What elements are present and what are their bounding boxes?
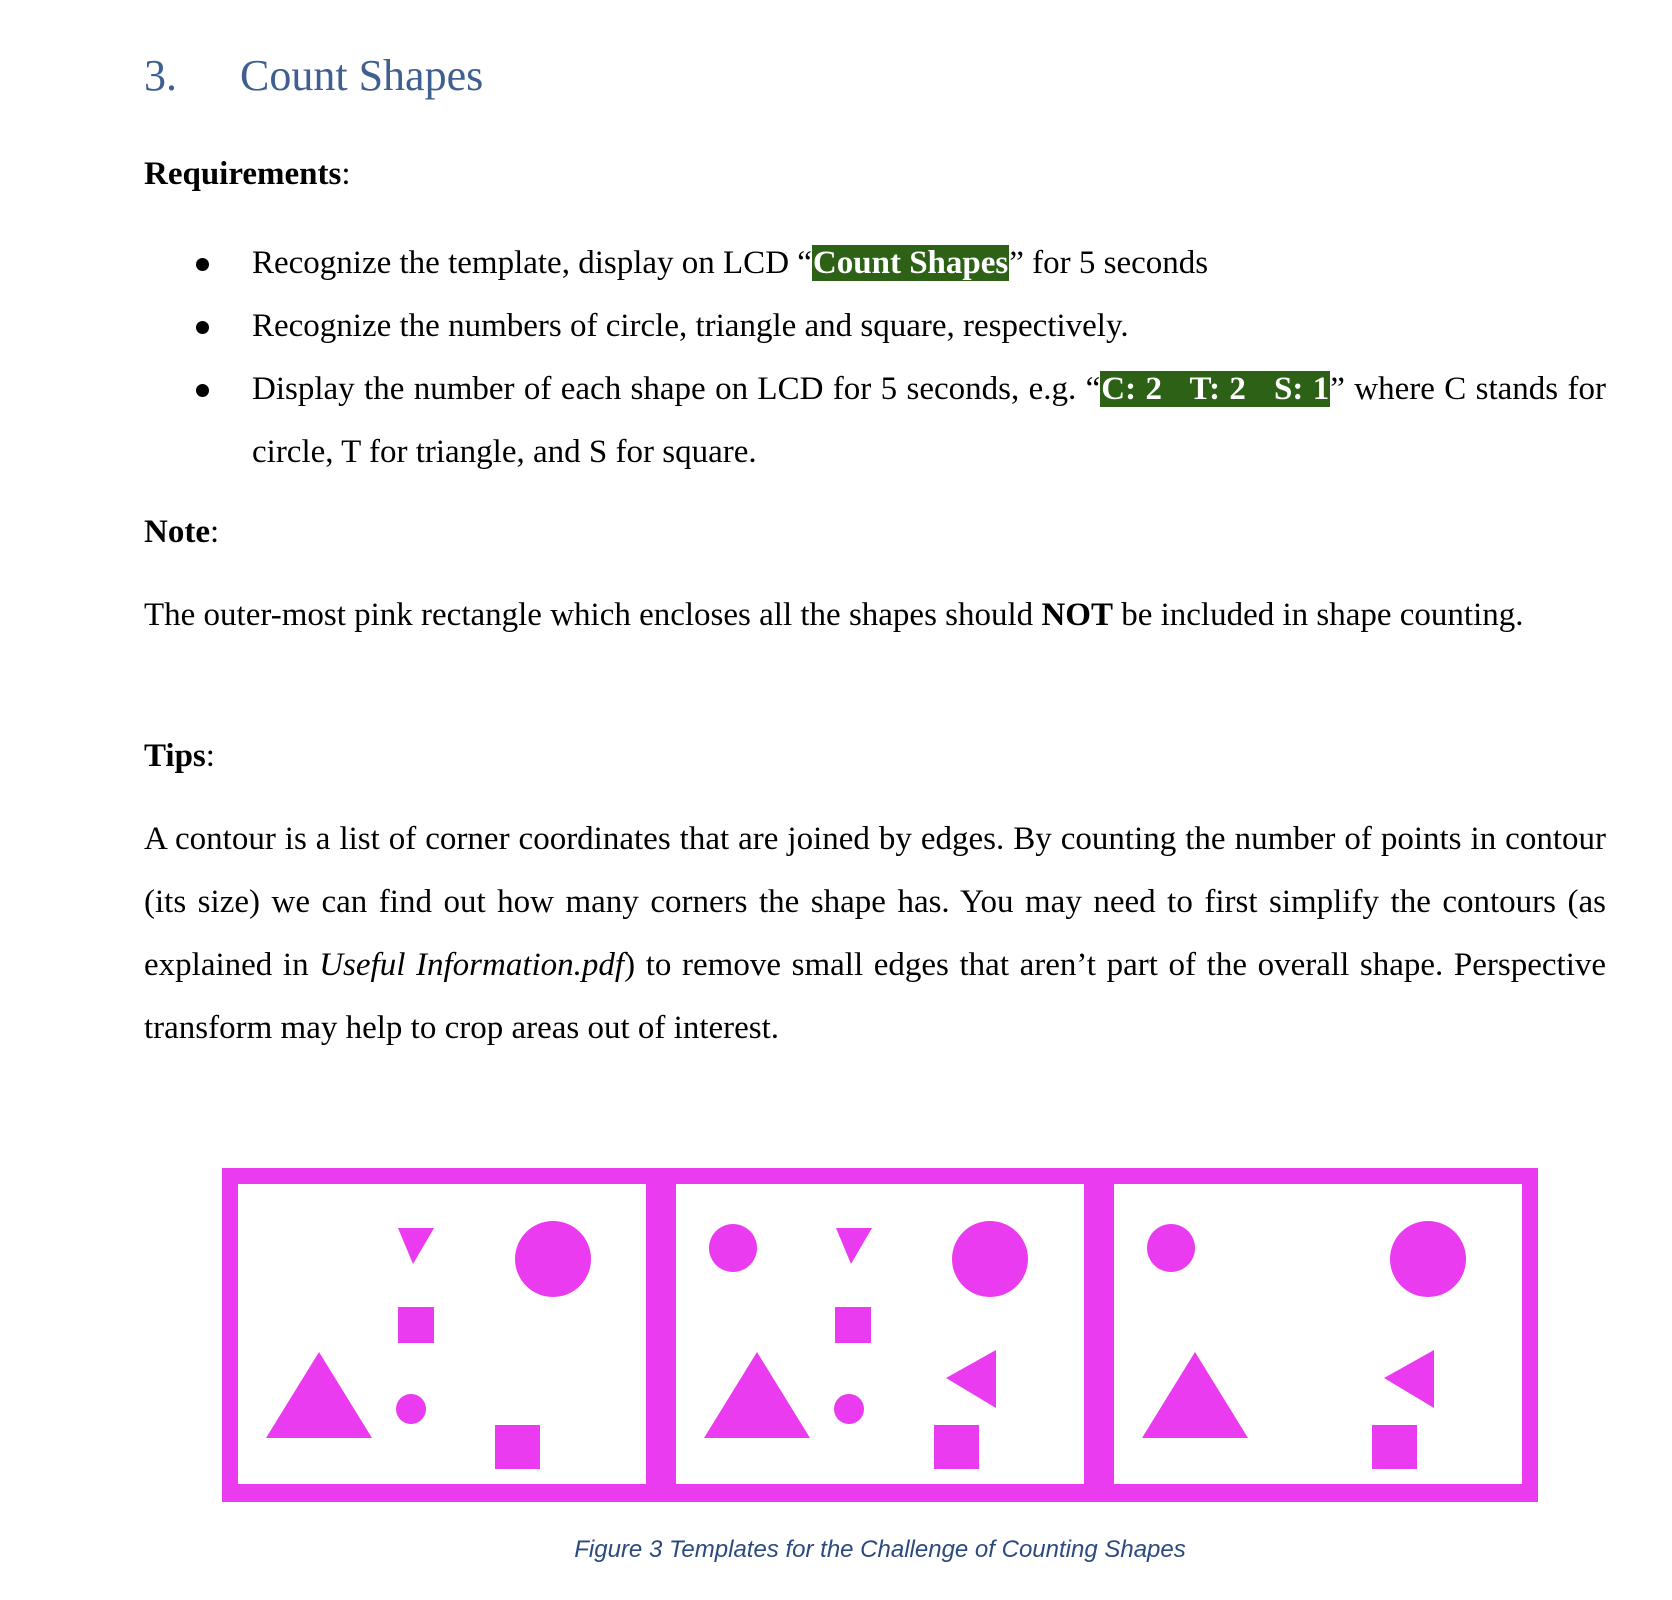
highlighted-text: Count Shapes: [812, 245, 1009, 281]
bullet-icon: [196, 258, 209, 271]
note-paragraph: The outer-most pink rectangle which encloses all the shapes should NOT be included in shape counting.: [144, 597, 1524, 633]
small-square-icon: [398, 1307, 434, 1343]
large-triangle-icon: [704, 1352, 810, 1438]
note-heading: Note:: [144, 514, 220, 550]
section-title: Count Shapes: [240, 51, 484, 100]
large-square-icon: [495, 1425, 540, 1469]
section-number: 3.: [144, 51, 177, 100]
document-reference: Useful Information.pdf: [319, 947, 625, 983]
small-triangle-icon: [398, 1228, 434, 1264]
large-circle-icon: [515, 1221, 591, 1297]
list-item: Recognize the numbers of circle, triangle and square, respectively.: [144, 295, 1606, 358]
large-circle-icon: [1390, 1221, 1466, 1297]
small-circle-icon: [1147, 1224, 1195, 1272]
requirements-heading: Requirements:: [144, 156, 351, 192]
template-3: [1142, 1221, 1466, 1469]
bullet-icon: [196, 384, 209, 397]
small-circle-icon: [834, 1394, 864, 1424]
template-2: [704, 1221, 1028, 1469]
large-circle-icon: [952, 1221, 1028, 1297]
small-circle-icon: [709, 1224, 757, 1272]
small-square-icon: [835, 1307, 871, 1343]
shape-templates-figure: [222, 1168, 1538, 1502]
list-item: Recognize the template, display on LCD “Count Shapes” for 5 seconds: [144, 232, 1606, 295]
tips-label: Tips: [144, 738, 206, 774]
large-square-icon: [934, 1425, 979, 1469]
bullet-icon: [196, 321, 209, 334]
note-label: Note: [144, 514, 210, 550]
highlighted-text: C: 2 T: 2 S: 1: [1101, 371, 1330, 407]
tips-paragraph: A contour is a list of corner coordinates that are joined by edges. By counting the number of points in contour (its size) we can find out how many corners the shape has. You may need to first simplify the contours (as explained in Useful Information.pdf) to remove small edges that aren’t part of the overall shape. Perspective transform may help to crop areas out of interest.: [144, 821, 1607, 1046]
small-circle-icon: [396, 1394, 426, 1424]
template-1: [266, 1221, 591, 1469]
tips-heading: Tips:: [144, 738, 215, 774]
large-triangle-icon: [1142, 1352, 1248, 1438]
requirements-label: Requirements: [144, 156, 342, 192]
section-heading: [144, 50, 483, 101]
left-triangle-icon: [946, 1350, 996, 1408]
large-triangle-icon: [266, 1352, 372, 1438]
figure-caption: Figure 3 Templates for the Challenge of Counting Shapes: [574, 1536, 1186, 1563]
requirements-list: [144, 232, 1606, 484]
list-item: Display the number of each shape on LCD for 5 seconds, e.g. “C: 2 T: 2 S: 1” where C stands for circle, T for triangle, and S for square.: [144, 358, 1606, 484]
large-square-icon: [1372, 1425, 1417, 1469]
left-triangle-icon: [1384, 1350, 1434, 1408]
small-triangle-icon: [836, 1228, 872, 1264]
